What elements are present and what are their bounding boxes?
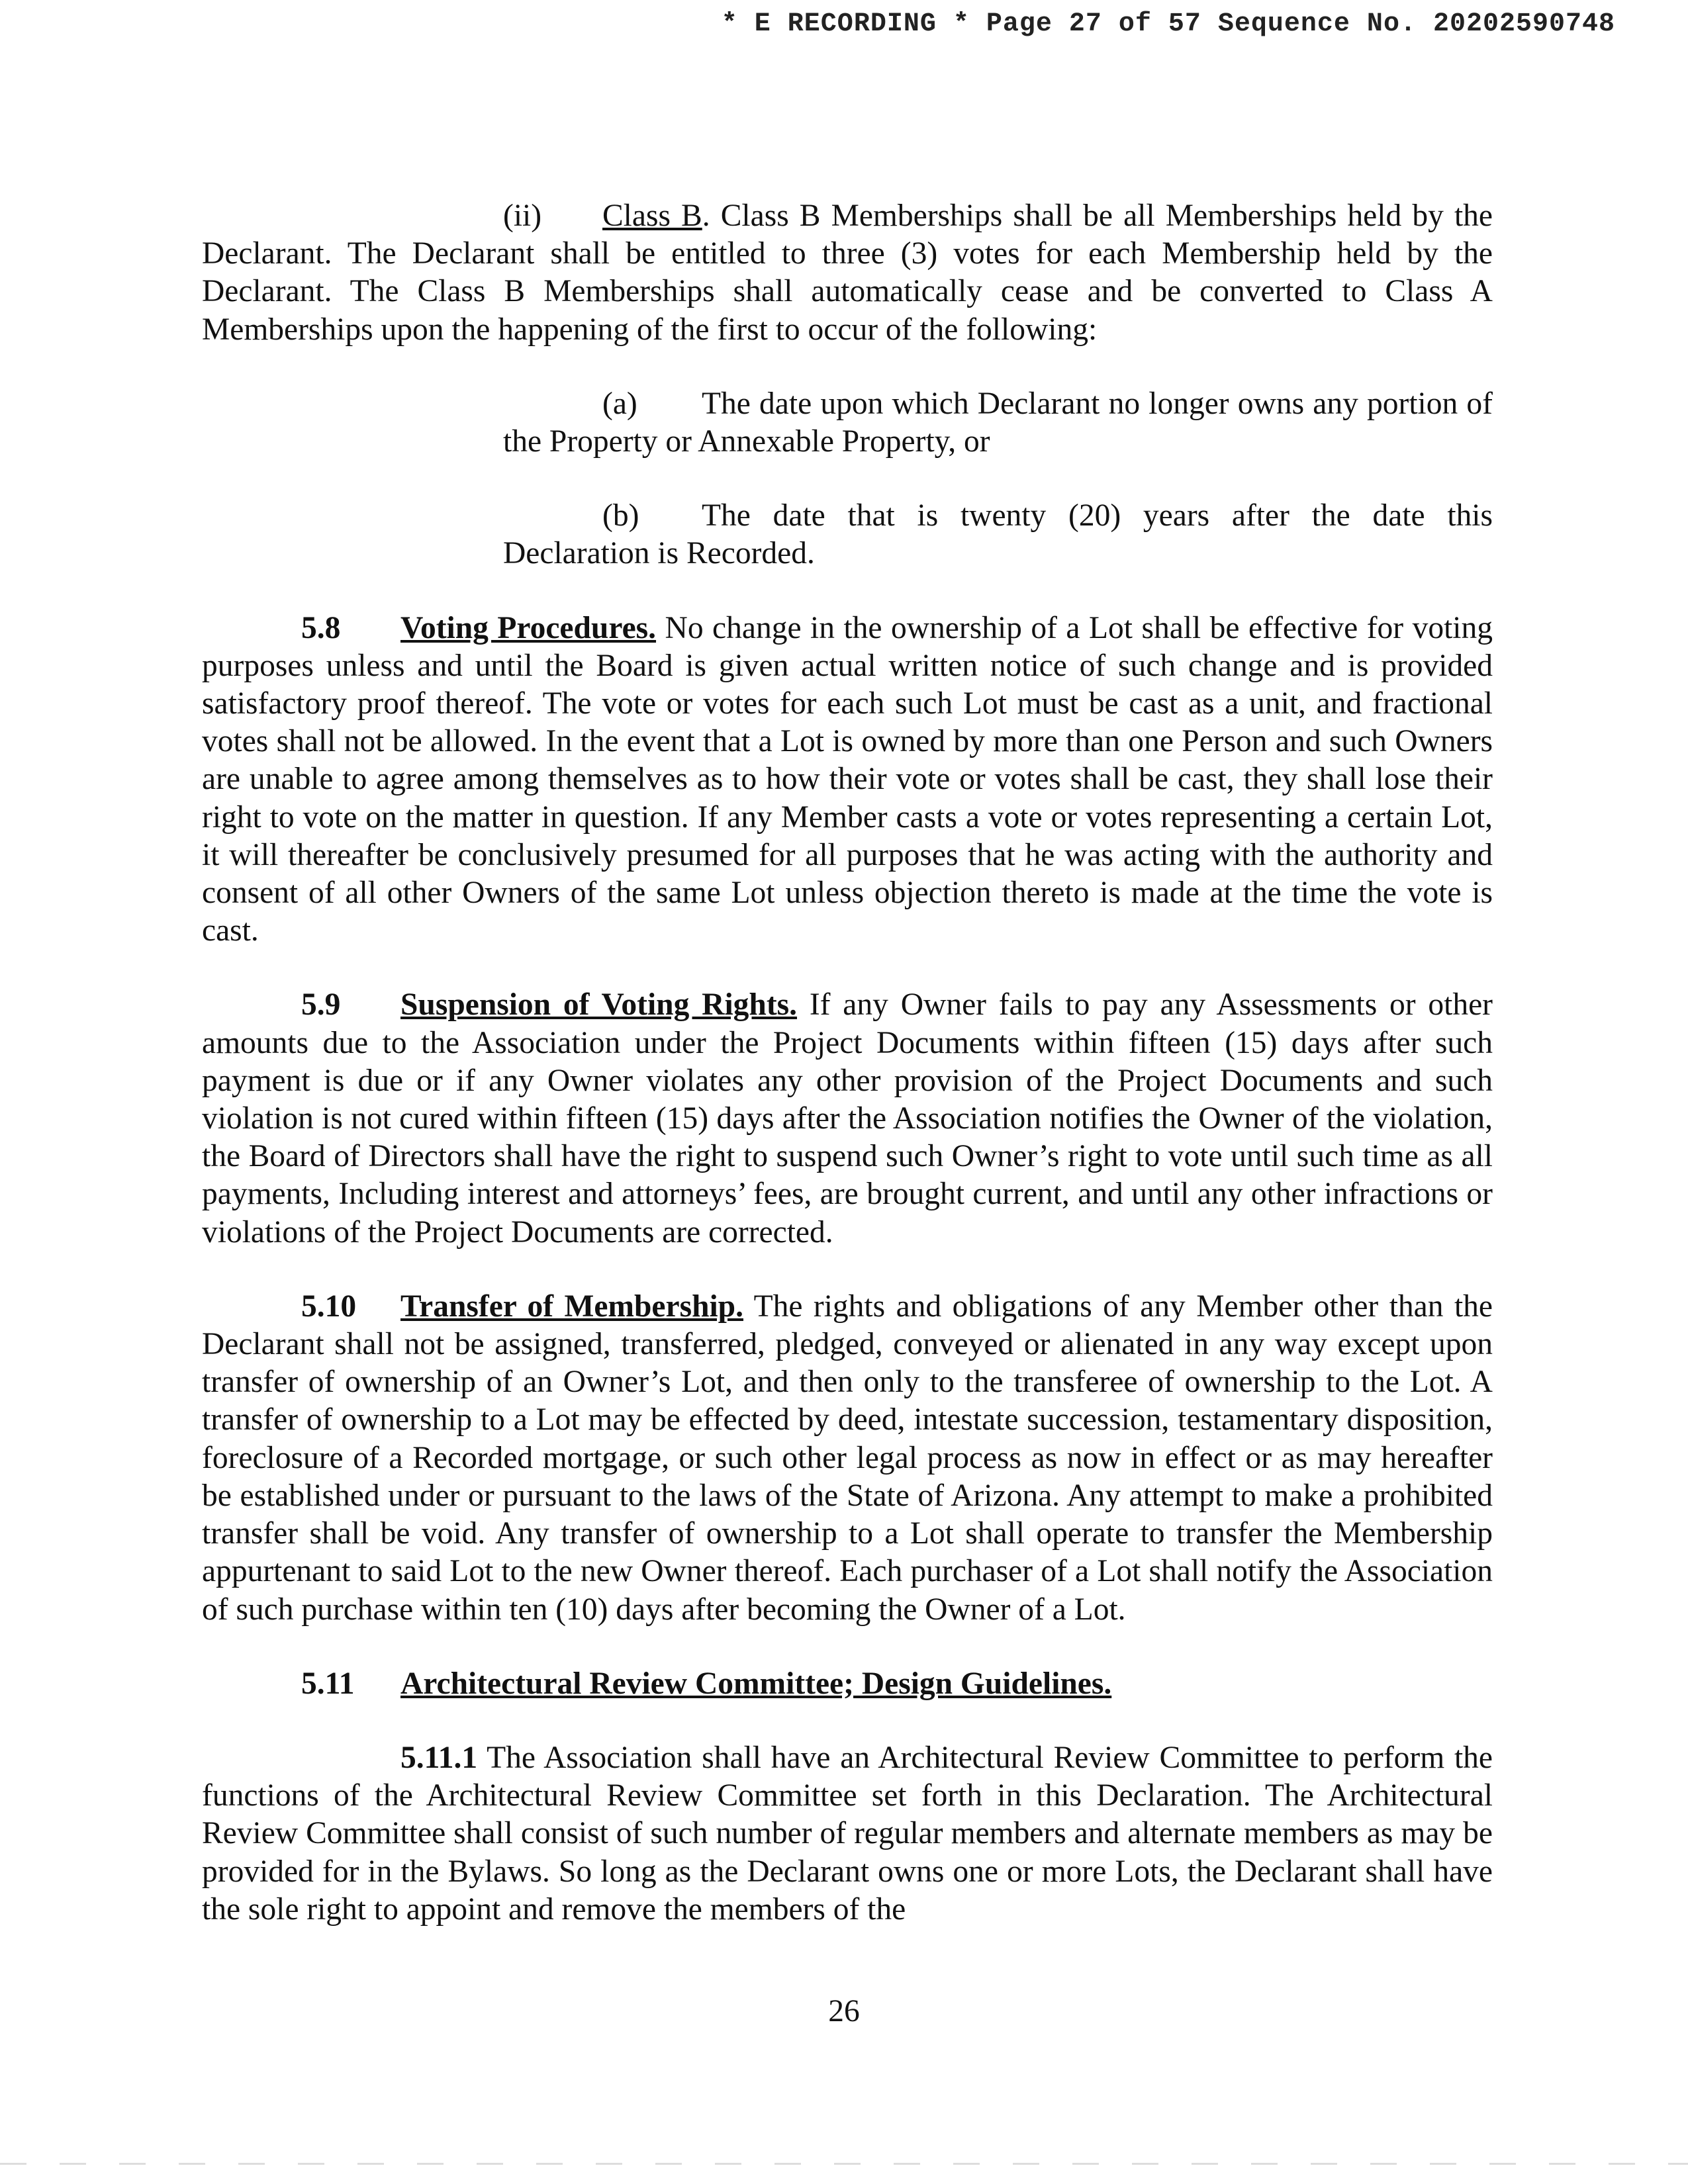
section-5-10-title: Transfer of Membership. (400, 1289, 743, 1324)
section-5-10 (202, 1288, 1493, 1629)
section-5-11-1-text: The Association shall have an Architectural Review Committee to perform the functions of the Architectural Review Committee set forth in this Declaration. The Architectural Review Committee shall consist of such number of regular members and alternate members as may be provided for in the Bylaws. So long as the Declarant owns one or more Lots, the Declarant shall have the sole right to appoint and remove the members of the (202, 1740, 1493, 1927)
section-5-8-text: No change in the ownership of a Lot shall be effective for voting purposes unless and until the Board is given actual written notice of such change and is provided satisfactory proof thereof. The vote or votes for each such Lot must be cast as a unit, and fractional votes shall not be allowed. In the event that a Lot is owned by more than one Person and such Owners are unable to agree among themselves as to how their vote or votes shall be cast, they shall lose their right to vote on the matter in question. If any Member casts a vote or votes representing a certain Lot, it will thereafter be conclusively presumed for all purposes that he was acting with the authority and consent of all other Owners of the same Lot unless objection thereto is made at the time the vote is cast. (202, 610, 1493, 948)
scan-artifact-line (0, 2163, 1688, 2165)
item-a-paragraph (503, 385, 1493, 461)
section-5-10-number: 5.10 (301, 1289, 357, 1324)
class-b-paragraph (202, 197, 1493, 349)
section-5-8-title: Voting Procedures. (400, 610, 657, 645)
section-5-11-1 (202, 1739, 1493, 1929)
class-b-label: (ii) (503, 199, 542, 233)
section-5-11 (202, 1665, 1493, 1703)
section-5-9-text: If any Owner fails to pay any Assessments or other amounts due to the Association under the Project Documents within fifteen (15) days after such payment is due or if any Owner violates any other provision of the Project Documents and such violation is not cured within fifteen (15) days after the Association notifies the Owner of the violation, the Board of Directors shall have the right to suspend such Owner’s right to vote until such time as all payments, Including interest and attorneys’ fees, are brought current, and until any other infractions or violations of the Project Documents are corrected. (202, 987, 1493, 1250)
page-number: 26 (828, 1994, 860, 2028)
section-5-11-title: Architectural Review Committee; Design Guidelines. (400, 1666, 1112, 1701)
item-a-text: The date upon which Declarant no longer owns any portion of the Property or Annexable Property, or (503, 386, 1493, 459)
item-b-text: The date that is twenty (20) years after the date this Declaration is Recorded. (503, 498, 1493, 571)
section-5-9 (202, 986, 1493, 1251)
section-5-8-number: 5.8 (301, 610, 341, 645)
item-b-label: (b) (602, 498, 639, 533)
section-5-11-1-number: 5.11.1 (400, 1740, 478, 1775)
section-5-11-number: 5.11 (301, 1666, 355, 1701)
class-b-text: . Class B Memberships shall be all Memberships held by the Declarant. The Declarant shall be entitled to three (3) votes for each Membership held by the Declarant. The Class B Memberships shall automatically cease and be converted to Class A Memberships upon the happening of the first to occur of the following: (202, 199, 1493, 347)
item-b-paragraph (503, 497, 1493, 572)
section-5-10-text: The rights and obligations of any Member other than the Declarant shall not be assigned, transferred, pledged, conveyed or alienated in any way except upon transfer of ownership of an Owner’s Lot, and then only to the transferee of ownership to the Lot. A transfer of ownership to a Lot may be effected by deed, intestate succession, testamentary disposition, foreclosure of a Recorded mortgage, or such other legal process as now in effect or as may hereafter be established under or pursuant to the laws of the State of Arizona. Any attempt to make a prohibited transfer shall be void. Any transfer of ownership to a Lot shall operate to transfer the Membership appurtenant to said Lot to the new Owner thereof. Each purchaser of a Lot shall notify the Association of such purchase within ten (10) days after becoming the Owner of a Lot. (202, 1289, 1493, 1627)
section-5-9-number: 5.9 (301, 987, 341, 1023)
recording-header: * E RECORDING * Page 27 of 57 Sequence No. 20202590748 (721, 9, 1615, 39)
section-5-8 (202, 610, 1493, 950)
document-body (202, 197, 1493, 1929)
item-a-label: (a) (602, 386, 637, 421)
class-b-title: Class B (602, 199, 702, 233)
section-5-9-title: Suspension of Voting Rights. (400, 987, 798, 1023)
